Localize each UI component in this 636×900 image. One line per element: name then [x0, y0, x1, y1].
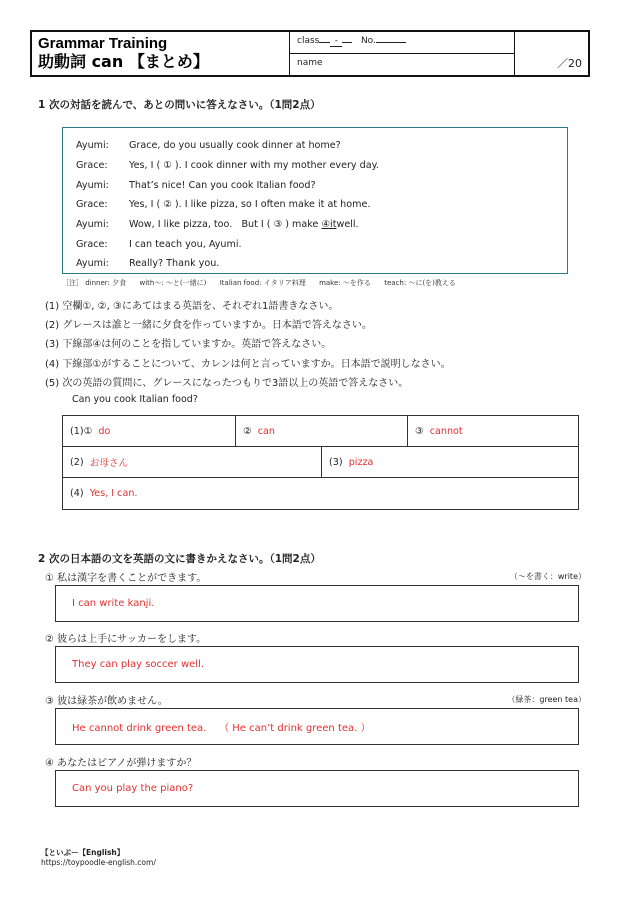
- answer-box-3: He cannot drink green tea. （ He can’t drink green tea. ）: [55, 708, 579, 745]
- answer-label: (4): [70, 488, 84, 499]
- dialogue-line: [76, 156, 567, 176]
- answer-label: (3): [329, 456, 343, 468]
- question-2: (2) グレースは誰と一緒に夕食を作っていますか。日本語で答えなさい。: [45, 320, 372, 331]
- info-cell: [290, 32, 515, 75]
- answer-row-3: [63, 478, 578, 509]
- answer-cell-1-1: [63, 416, 236, 446]
- name-row: [290, 54, 514, 76]
- footer-brand: 【といぷー【English】: [41, 848, 125, 857]
- speaker: Ayumi:: [76, 179, 109, 191]
- section1-title: 1 次の対話を読んで、あとの問いに答えなさい。（1問2点）: [38, 99, 321, 111]
- question-3: (3) 下線部④は何のことを指していますか。英語で答えなさい。: [45, 339, 332, 350]
- hint-3: （緑茶：green tea）: [507, 695, 586, 704]
- answer-value: can: [257, 425, 275, 437]
- speaker: Ayumi:: [76, 258, 109, 270]
- prompt-4: ④ あなたはピアノが弾けますか？: [45, 758, 197, 769]
- dialogue-line: [76, 175, 567, 195]
- number-blank: [376, 42, 406, 43]
- question-1: (1) 空欄①, ②, ③にあてはまる英語を、それぞれ1語書きなさい。: [45, 301, 339, 312]
- line-text: Wow, I like pizza, too. But I ( ③ ) make: [129, 219, 322, 231]
- dialogue-box: [62, 127, 568, 274]
- answer-value: お母さん: [89, 458, 129, 469]
- answer-cell-3-1: [63, 478, 578, 509]
- answer-table: [62, 415, 579, 510]
- number-label: No.: [360, 36, 376, 46]
- answer-value: pizza: [348, 456, 374, 468]
- answer-box-4: Can you play the piano?: [55, 770, 579, 807]
- question-5-prompt: Can you cook Italian food?: [72, 394, 198, 405]
- title-english: Grammar Training: [38, 35, 168, 52]
- speaker: Grace:: [76, 199, 108, 211]
- dialogue-line: [76, 195, 567, 215]
- answer-label: (1)①: [70, 425, 93, 437]
- footer-url[interactable]: https://toypoodle-english.com/: [41, 858, 156, 867]
- question-5: (5) 次の英語の質問に、グレースになったつもりで3語以上の英語で答えなさい。: [45, 378, 409, 389]
- title-cell: [32, 32, 290, 75]
- answer-box-2: They can play soccer well.: [55, 646, 579, 683]
- answer-value: do: [98, 425, 111, 437]
- answer-label: ③: [415, 425, 424, 437]
- dialogue-line: [76, 136, 567, 156]
- score-total: ／20: [557, 57, 582, 70]
- underlined-it: ④it: [321, 219, 337, 231]
- footer: [41, 848, 156, 868]
- class-blank-2: [342, 42, 352, 43]
- worksheet-header: [30, 30, 590, 77]
- speaker: Ayumi:: [76, 219, 109, 231]
- section2-title: 2 次の日本語の文を英語の文に書きかえなさい。（1問2点）: [38, 553, 321, 565]
- prompt-3: ③ 彼は緑茶が飲めません。: [45, 696, 168, 707]
- dialogue-line: [76, 234, 567, 254]
- answer-value: Yes, I can.: [89, 488, 138, 499]
- line-text: Yes, I ( ① ). I cook dinner with my mother every day.: [129, 160, 379, 172]
- line-text: Yes, I ( ② ). I like pizza, so I often make it at home.: [129, 199, 371, 211]
- class-separator: -: [330, 36, 342, 47]
- line-text: Grace, do you usually cook dinner at home?: [129, 140, 341, 152]
- answer-box-1: I can write kanji.: [55, 585, 579, 622]
- speaker: Ayumi:: [76, 140, 109, 152]
- answer-cell-1-2: [236, 416, 408, 446]
- answer-cell-2-1: [63, 447, 322, 477]
- vocab-note: ［注］ dinner: 夕食 with～: ～と(一緒に) Italian food: イタリア料理 make: ～を作る teach: ～に(を)教える: [62, 279, 456, 287]
- speaker: Grace:: [76, 160, 108, 172]
- prompt-1: ① 私は漢字を書くことができます。: [45, 573, 207, 584]
- line-text: Really? Thank you.: [129, 258, 220, 270]
- answer-cell-2-2: [322, 447, 578, 477]
- question-4: (4) 下線部①がすることについて、カレンは何と言っていますか。日本語で説明しなさい。: [45, 359, 451, 370]
- title-japanese: 助動詞 can 【まとめ】: [38, 52, 209, 71]
- answer-label: ②: [243, 425, 252, 437]
- answer-row-2: [63, 447, 578, 478]
- name-label: name: [297, 57, 323, 68]
- score-cell: [515, 32, 588, 75]
- answer-label: (2): [70, 456, 84, 468]
- dialogue-line: [76, 254, 567, 274]
- dialogue-line: [76, 215, 567, 235]
- answer-value: cannot: [429, 425, 463, 437]
- line-text-end: well.: [336, 219, 359, 231]
- class-blank: [319, 42, 330, 43]
- hint-1: （～を書く：write）: [509, 572, 586, 581]
- answer-row-1: [63, 416, 578, 447]
- answer-cell-1-3: [408, 416, 578, 446]
- class-label: class: [297, 36, 320, 46]
- line-text: That’s nice! Can you cook Italian food?: [129, 179, 316, 191]
- prompt-2: ② 彼らは上手にサッカーをします。: [45, 634, 207, 645]
- class-row: [290, 32, 514, 54]
- line-text: I can teach you, Ayumi.: [129, 238, 242, 250]
- speaker: Grace:: [76, 238, 108, 250]
